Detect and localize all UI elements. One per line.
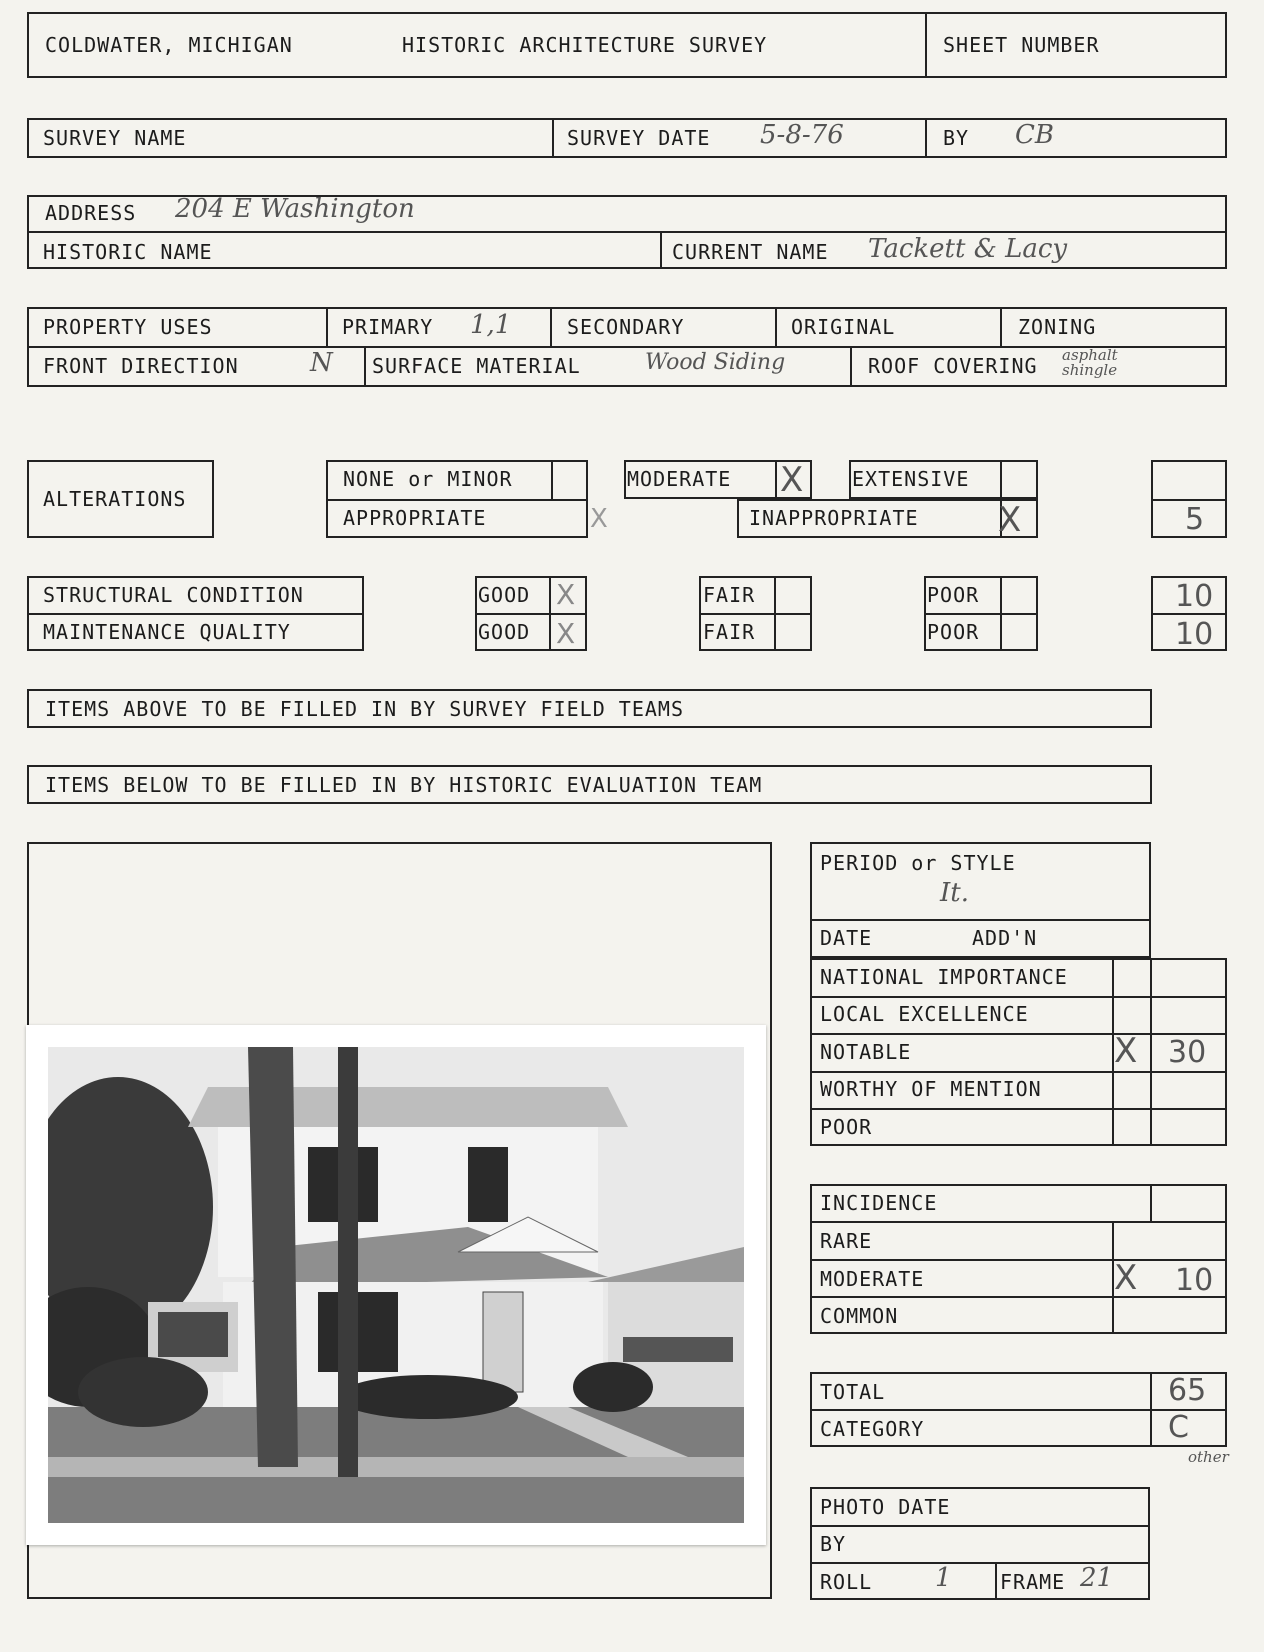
maintenance-good-mark: X — [556, 617, 576, 650]
by-label: BY — [943, 126, 970, 150]
frame-label: FRAME — [1000, 1570, 1066, 1594]
addn-label: ADD'N — [972, 926, 1038, 950]
current-name-label: CURRENT NAME — [672, 240, 829, 264]
total-label: TOTAL — [820, 1380, 886, 1404]
surface-material-label: SURFACE MATERIAL — [372, 354, 581, 378]
primary-value: 1,1 — [470, 310, 512, 340]
front-direction-label: FRONT DIRECTION — [43, 354, 239, 378]
date-label: DATE — [820, 926, 873, 950]
city-label: COLDWATER, MICHIGAN — [45, 33, 293, 57]
period-label: PERIOD or STYLE — [820, 851, 1016, 875]
importance-local: LOCAL EXCELLENCE — [820, 1002, 1029, 1026]
importance-notable: NOTABLE — [820, 1040, 912, 1064]
alt-appropriate-mark: X — [590, 504, 608, 534]
structural-good: GOOD — [478, 583, 531, 607]
house-photo-image — [48, 1047, 744, 1523]
note-below: ITEMS BELOW TO BE FILLED IN BY HISTORIC EVALUATION TEAM — [45, 773, 763, 797]
roof-covering-label: ROOF COVERING — [868, 354, 1038, 378]
roll-value: 1 — [935, 1563, 952, 1593]
incidence-common: COMMON — [820, 1304, 899, 1328]
property-uses-label: PROPERTY USES — [43, 315, 213, 339]
maintenance-label: MAINTENANCE QUALITY — [43, 620, 291, 644]
alt-inappropriate-mark: X — [998, 500, 1022, 540]
current-name-value: Tackett & Lacy — [868, 234, 1068, 264]
maintenance-fair: FAIR — [703, 620, 756, 644]
alt-moderate: MODERATE — [627, 467, 732, 491]
front-direction-value: N — [310, 348, 333, 378]
structural-fair: FAIR — [703, 583, 756, 607]
incidence-score: 10 — [1175, 1263, 1214, 1298]
survey-title: HISTORIC ARCHITECTURE SURVEY — [402, 33, 768, 57]
survey-date-label: SURVEY DATE — [567, 126, 711, 150]
roll-label: ROLL — [820, 1570, 873, 1594]
historic-name-label: HISTORIC NAME — [43, 240, 213, 264]
incidence-label: INCIDENCE — [820, 1191, 938, 1215]
photo-date-label: PHOTO DATE — [820, 1495, 951, 1519]
maintenance-poor: POOR — [927, 620, 980, 644]
surface-material-value: Wood Siding — [645, 350, 786, 375]
alt-inappropriate: INAPPROPRIATE — [749, 506, 919, 530]
structural-label: STRUCTURAL CONDITION — [43, 583, 304, 607]
note-above: ITEMS ABOVE TO BE FILLED IN BY SURVEY FIELD TEAMS — [45, 697, 685, 721]
incidence-moderate: MODERATE — [820, 1267, 925, 1291]
frame-value: 21 — [1080, 1563, 1114, 1593]
survey-date-value: 5-8-76 — [760, 120, 844, 150]
maintenance-score: 10 — [1175, 617, 1214, 652]
alterations-label: ALTERATIONS — [43, 487, 187, 511]
zoning-label: ZONING — [1018, 315, 1097, 339]
alt-extensive: EXTENSIVE — [852, 467, 970, 491]
structural-poor: POOR — [927, 583, 980, 607]
sheet-number-label: SHEET NUMBER — [943, 33, 1100, 57]
alt-appropriate: APPROPRIATE — [343, 506, 487, 530]
structural-good-mark: X — [556, 578, 576, 611]
notable-score: 30 — [1168, 1035, 1207, 1070]
category-note: other — [1188, 1448, 1229, 1466]
category-value: C — [1168, 1410, 1189, 1445]
address-value: 204 E Washington — [175, 194, 415, 224]
total-value: 65 — [1168, 1373, 1207, 1408]
importance-poor: POOR — [820, 1115, 873, 1139]
period-value: It. — [940, 878, 969, 908]
importance-worthy: WORTHY OF MENTION — [820, 1077, 1042, 1101]
address-label: ADDRESS — [45, 201, 137, 225]
alt-none-minor: NONE or MINOR — [343, 467, 513, 491]
category-label: CATEGORY — [820, 1417, 925, 1441]
original-label: ORIGINAL — [791, 315, 896, 339]
photo-by-label: BY — [820, 1532, 847, 1556]
notable-mark: X — [1114, 1031, 1138, 1071]
structural-score: 10 — [1175, 579, 1214, 614]
alt-moderate-mark: X — [780, 460, 804, 500]
by-value: CB — [1015, 120, 1054, 150]
house-photo — [26, 1025, 766, 1545]
incidence-rare: RARE — [820, 1229, 873, 1253]
secondary-label: SECONDARY — [567, 315, 685, 339]
alterations-score: 5 — [1185, 502, 1205, 537]
survey-name-label: SURVEY NAME — [43, 126, 187, 150]
primary-label: PRIMARY — [342, 315, 434, 339]
incidence-mark: X — [1114, 1258, 1138, 1298]
roof-covering-value: asphalt shingle — [1062, 346, 1118, 379]
maintenance-good: GOOD — [478, 620, 531, 644]
importance-national: NATIONAL IMPORTANCE — [820, 965, 1068, 989]
